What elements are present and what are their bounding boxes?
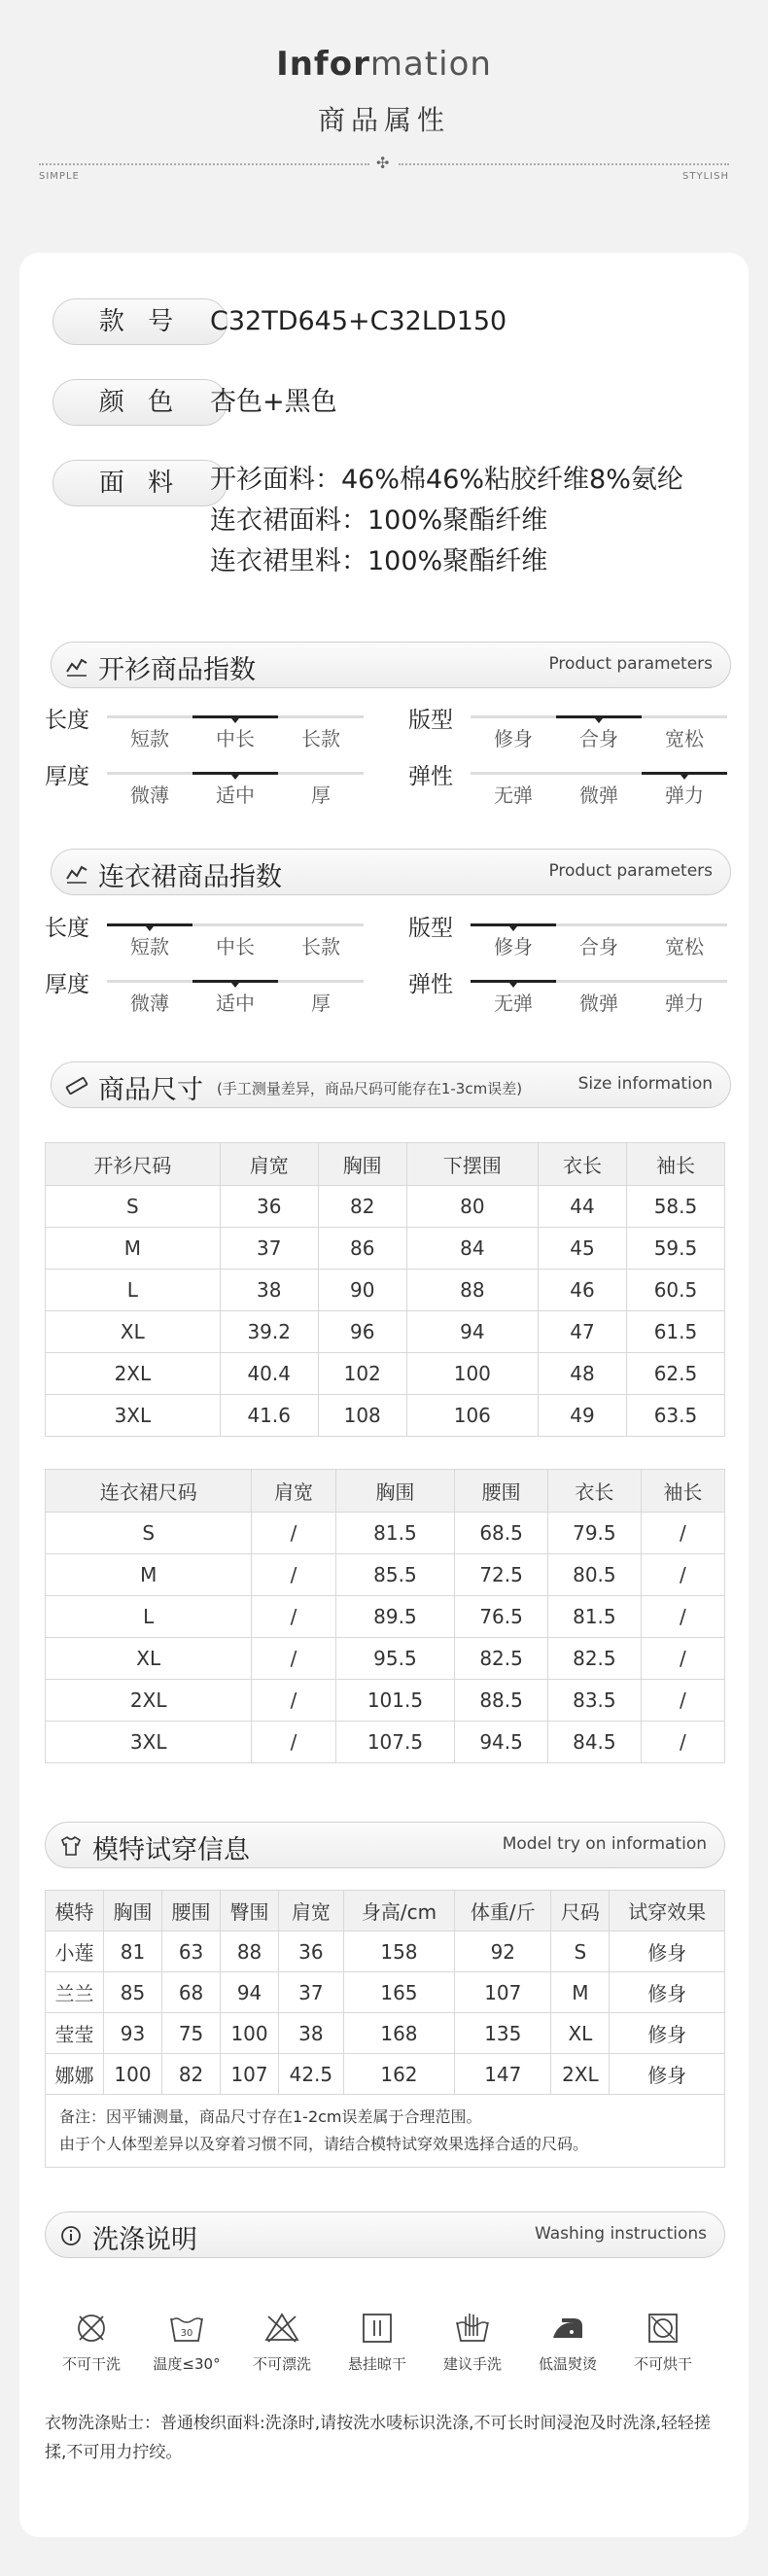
table-header-cell: 试穿效果 — [610, 1891, 725, 1932]
table-cell: 兰兰 — [46, 1972, 104, 2013]
table-cell: 79.5 — [547, 1513, 641, 1554]
table-cell: / — [252, 1722, 335, 1763]
color-value: 杏色+黑色 — [210, 387, 337, 417]
index-option: 长款 — [301, 935, 340, 958]
index-label: 长度 — [45, 708, 89, 733]
table-cell: 2XL — [46, 1680, 252, 1722]
table-row — [46, 1596, 725, 1638]
table-cell: M — [551, 1972, 610, 2013]
table-header-cell: 模特 — [46, 1891, 104, 1932]
wash-label: 不可漂洗 — [252, 2355, 311, 2373]
no-bleach-icon — [235, 2309, 329, 2374]
color-label: 颜 色 — [52, 379, 227, 426]
section-title: 模特试穿信息 — [92, 1835, 250, 1865]
fabric-label: 面 料 — [52, 460, 227, 506]
shirt-icon — [59, 1834, 83, 1858]
table-row — [46, 1395, 725, 1437]
index-selected-marker — [192, 772, 278, 775]
table-cell: 修身 — [610, 1972, 725, 2013]
index-option: 短款 — [130, 727, 169, 750]
table-cell: / — [641, 1513, 724, 1554]
table-header-cell: 腰围 — [455, 1470, 548, 1513]
table-row — [46, 1513, 725, 1554]
low-iron-icon — [521, 2309, 614, 2374]
table-cell: 45 — [539, 1228, 627, 1270]
table-cell: 修身 — [610, 2054, 725, 2095]
table-cell: 75 — [162, 2013, 221, 2054]
table-header-cell: 臀围 — [221, 1891, 279, 1932]
index-option: 微弹 — [579, 783, 618, 807]
table-cell: 94 — [221, 1972, 279, 2013]
dress-index-header — [51, 849, 731, 895]
table-cell: 107.5 — [335, 1722, 455, 1763]
table-header-cell: 连衣裙尺码 — [46, 1470, 252, 1513]
index-label: 厚度 — [45, 972, 89, 997]
table-cell: 93 — [104, 2013, 162, 2054]
dress-size-table — [45, 1469, 725, 1763]
table-header-row — [46, 1143, 725, 1186]
table-cell: 101.5 — [335, 1680, 455, 1722]
table-cell: 80.5 — [547, 1554, 641, 1596]
table-row — [46, 1186, 725, 1228]
index-selected-marker — [556, 715, 642, 718]
table-row — [46, 2013, 725, 2054]
table-cell: XL — [46, 1638, 252, 1680]
table-cell: / — [641, 1554, 724, 1596]
index-option: 合身 — [579, 727, 618, 750]
table-cell: 42.5 — [279, 2054, 344, 2095]
svg-text:30: 30 — [180, 2328, 193, 2339]
product-info-card — [19, 253, 749, 2537]
table-cell: 165 — [343, 1972, 455, 2013]
table-cell: 107 — [221, 2054, 279, 2095]
table-cell: 63.5 — [626, 1395, 724, 1437]
header-right-tag: STYLISH — [682, 171, 729, 182]
table-cell: 37 — [279, 1972, 344, 2013]
table-cell: / — [641, 1680, 724, 1722]
info-icon — [59, 2224, 83, 2247]
table-cell: 158 — [343, 1932, 455, 1972]
table-cell: 48 — [539, 1353, 627, 1395]
model-table — [45, 1890, 725, 2095]
table-cell: 135 — [455, 2013, 551, 2054]
table-cell: XL — [46, 1311, 221, 1353]
table-row — [46, 1722, 725, 1763]
header-divider-right — [399, 163, 729, 165]
table-cell: 68 — [162, 1972, 221, 2013]
wash-label: 不可干洗 — [61, 2355, 121, 2373]
table-header-row — [46, 1470, 725, 1513]
table-cell: 168 — [343, 2013, 455, 2054]
table-cell: S — [46, 1513, 252, 1554]
table-cell: 84 — [406, 1228, 538, 1270]
index-option: 宽松 — [665, 727, 704, 750]
header-left-tag: SIMPLE — [39, 171, 80, 182]
table-cell: 76.5 — [455, 1596, 548, 1638]
wash-label: 建议手洗 — [442, 2355, 502, 2373]
table-cell: 96 — [318, 1311, 406, 1353]
index-option: 微弹 — [579, 992, 618, 1015]
table-cell: 86 — [318, 1228, 406, 1270]
table-cell: 81.5 — [335, 1513, 455, 1554]
table-cell: 46 — [539, 1270, 627, 1311]
table-row — [46, 1353, 725, 1395]
table-cell: 162 — [343, 2054, 455, 2095]
table-header-row — [46, 1891, 725, 1932]
no-dry-clean-icon — [45, 2309, 138, 2374]
table-cell: 92 — [455, 1932, 551, 1972]
table-cell: 38 — [279, 2013, 344, 2054]
table-cell: / — [252, 1680, 335, 1722]
table-cell: / — [641, 1722, 724, 1763]
table-row — [46, 1311, 725, 1353]
table-cell: 94.5 — [455, 1722, 548, 1763]
fabric-value-line: 开衫面料：46%棉46%粘胶纤维8%氨纶 — [210, 465, 683, 495]
table-header-cell: 胸围 — [335, 1470, 455, 1513]
table-cell: 82 — [318, 1186, 406, 1228]
header-title-en: Information — [276, 45, 492, 84]
table-cell: 106 — [406, 1395, 538, 1437]
table-cell: 108 — [318, 1395, 406, 1437]
wash-label: 不可烘干 — [633, 2355, 692, 2373]
section-title: 洗涤说明 — [92, 2225, 197, 2255]
table-header-cell: 肩宽 — [252, 1470, 335, 1513]
index-label: 厚度 — [45, 764, 89, 789]
header-divider-left — [39, 163, 369, 165]
table-cell: 58.5 — [626, 1186, 724, 1228]
table-cell: 娜娜 — [46, 2054, 104, 2095]
table-cell: 37 — [220, 1228, 318, 1270]
table-header-cell: 袖长 — [626, 1143, 724, 1186]
index-option: 适中 — [216, 783, 255, 807]
divider-ornament-icon: ✣ — [376, 154, 390, 172]
hang-dry-icon — [331, 2309, 424, 2374]
section-subtitle-en: Model try on information — [502, 1834, 707, 1854]
index-option: 修身 — [494, 935, 533, 958]
table-header-cell: 下摆围 — [406, 1143, 538, 1186]
table-row — [46, 1554, 725, 1596]
table-cell: 81 — [104, 1932, 162, 1972]
table-cell: XL — [551, 2013, 610, 2054]
table-header-cell: 身高/cm — [343, 1891, 455, 1932]
style-number-value: C32TD645+C32LD150 — [210, 306, 507, 336]
table-cell: 3XL — [46, 1395, 221, 1437]
index-option: 修身 — [494, 727, 533, 750]
table-cell: 100 — [221, 2013, 279, 2054]
section-subtitle-en: Product parameters — [548, 654, 713, 674]
table-cell: 2XL — [46, 1353, 221, 1395]
index-option: 合身 — [579, 935, 618, 958]
table-cell: S — [46, 1186, 221, 1228]
index-option: 无弹 — [494, 992, 533, 1015]
table-cell: 小莲 — [46, 1932, 104, 1972]
table-cell: 94 — [406, 1311, 538, 1353]
table-cell: 68.5 — [455, 1513, 548, 1554]
table-cell: 72.5 — [455, 1554, 548, 1596]
table-cell: 85 — [104, 1972, 162, 2013]
table-header-cell: 体重/斤 — [455, 1891, 551, 1932]
table-cell: 81.5 — [547, 1596, 641, 1638]
table-header-cell: 衣长 — [539, 1143, 627, 1186]
table-cell: 60.5 — [626, 1270, 724, 1311]
index-option: 中长 — [216, 935, 255, 958]
index-option: 短款 — [130, 935, 169, 958]
section-subtitle-en: Product parameters — [548, 861, 713, 881]
trend-line-icon — [65, 654, 88, 678]
style-number-label: 款 号 — [52, 298, 227, 345]
table-cell: 84.5 — [547, 1722, 641, 1763]
index-option: 宽松 — [665, 935, 704, 958]
table-cell: 36 — [279, 1932, 344, 1972]
table-cell: / — [252, 1513, 335, 1554]
table-cell: 95.5 — [335, 1638, 455, 1680]
index-selected-marker — [107, 923, 192, 926]
table-row — [46, 1680, 725, 1722]
index-label: 版型 — [408, 916, 453, 941]
index-option: 弹力 — [665, 783, 704, 807]
table-cell: 82.5 — [547, 1638, 641, 1680]
table-row — [46, 2054, 725, 2095]
table-cell: 38 — [220, 1270, 318, 1311]
table-cell: 44 — [539, 1186, 627, 1228]
table-cell: L — [46, 1270, 221, 1311]
wash-30-icon — [140, 2309, 233, 2374]
table-cell: 莹莹 — [46, 2013, 104, 2054]
index-label: 长度 — [45, 916, 89, 941]
table-cell: 89.5 — [335, 1596, 455, 1638]
table-row — [46, 1228, 725, 1270]
table-cell: 59.5 — [626, 1228, 724, 1270]
size-info-header — [51, 1062, 731, 1108]
table-cell: S — [551, 1932, 610, 1972]
index-option: 微薄 — [130, 992, 169, 1015]
table-row — [46, 1972, 725, 2013]
table-cell: 2XL — [551, 2054, 610, 2095]
table-cell: 49 — [539, 1395, 627, 1437]
table-cell: 63 — [162, 1932, 221, 1972]
table-cell: / — [252, 1596, 335, 1638]
ruler-icon — [65, 1074, 88, 1097]
table-cell: M — [46, 1554, 252, 1596]
model-note — [45, 2094, 725, 2168]
table-header-cell: 肩宽 — [279, 1891, 344, 1932]
table-cell: 修身 — [610, 1932, 725, 1972]
table-header-cell: 肩宽 — [220, 1143, 318, 1186]
table-cell: 102 — [318, 1353, 406, 1395]
section-subtitle-en: Size information — [577, 1074, 713, 1094]
table-cell: 88.5 — [455, 1680, 548, 1722]
table-header-cell: 尺码 — [551, 1891, 610, 1932]
note-line: 由于个人体型差异以及穿着习惯不同，请结合模特试穿效果选择合适的尺码。 — [59, 2135, 589, 2153]
index-selected-marker — [192, 980, 278, 983]
table-cell: 85.5 — [335, 1554, 455, 1596]
index-label: 弹性 — [408, 972, 453, 997]
section-title: 连衣裙商品指数 — [98, 862, 282, 892]
index-selected-marker — [192, 715, 278, 718]
table-cell: 40.4 — [220, 1353, 318, 1395]
table-header-cell: 胸围 — [104, 1891, 162, 1932]
table-cell: 80 — [406, 1186, 538, 1228]
note-line: 备注：因平铺测量，商品尺寸存在1-2cm误差属于合理范围。 — [59, 2107, 482, 2126]
table-cell: 47 — [539, 1311, 627, 1353]
section-title: 开衫商品指数 — [98, 655, 256, 685]
table-cell: 61.5 — [626, 1311, 724, 1353]
section-note: (手工测量差异，商品尺码可能存在1-3cm误差) — [217, 1080, 523, 1097]
table-cell: / — [252, 1638, 335, 1680]
section-subtitle-en: Washing instructions — [534, 2224, 707, 2244]
fabric-value-line: 连衣裙里料：100%聚酯纤维 — [210, 546, 548, 576]
model-info-header — [45, 1822, 725, 1868]
table-header-cell: 袖长 — [641, 1470, 724, 1513]
table-cell: 88 — [406, 1270, 538, 1311]
index-selected-marker — [642, 772, 727, 775]
wash-label: 低温熨烫 — [538, 2355, 597, 2373]
table-cell: 90 — [318, 1270, 406, 1311]
index-option: 微薄 — [130, 783, 169, 807]
page-header — [0, 0, 768, 253]
table-cell: L — [46, 1596, 252, 1638]
table-cell: 62.5 — [626, 1353, 724, 1395]
table-cell: 修身 — [610, 2013, 725, 2054]
table-cell: / — [641, 1596, 724, 1638]
header-title-cn: 商品属性 — [317, 104, 450, 136]
table-cell: 39.2 — [220, 1311, 318, 1353]
table-header-cell: 衣长 — [547, 1470, 641, 1513]
cardigan-size-table — [45, 1142, 725, 1437]
section-title: 商品尺寸 — [98, 1075, 203, 1105]
table-cell: 100 — [104, 2054, 162, 2095]
index-option: 厚 — [311, 783, 331, 807]
index-option: 适中 — [216, 992, 255, 1015]
index-option: 长款 — [301, 727, 340, 750]
table-row — [46, 1270, 725, 1311]
table-cell: / — [252, 1554, 335, 1596]
wash-label: 悬挂晾干 — [347, 2355, 406, 2373]
table-cell: 3XL — [46, 1722, 252, 1763]
table-header-cell: 开衫尺码 — [46, 1143, 221, 1186]
table-cell: 82 — [162, 2054, 221, 2095]
washing-header — [45, 2211, 725, 2258]
table-cell: 100 — [406, 1353, 538, 1395]
table-cell: M — [46, 1228, 221, 1270]
table-cell: 147 — [455, 2054, 551, 2095]
table-cell: 88 — [221, 1932, 279, 1972]
washing-tip: 衣物洗涤贴士：普通梭织面料:洗涤时,请按洗水唛标识洗涤,不可长时间浸泡及时洗涤,轻轻搓揉,不可用力拧绞。 — [45, 2414, 711, 2462]
index-option: 厚 — [311, 992, 331, 1015]
table-cell: 41.6 — [220, 1395, 318, 1437]
no-tumble-dry-icon — [616, 2309, 710, 2374]
index-selected-marker — [471, 980, 556, 983]
fabric-value-line: 连衣裙面料：100%聚酯纤维 — [210, 505, 548, 536]
index-label: 版型 — [408, 708, 453, 733]
table-row — [46, 1638, 725, 1680]
wash-label: 温度≤30° — [153, 2355, 221, 2373]
index-option: 中长 — [216, 727, 255, 750]
table-row — [46, 1932, 725, 1972]
hand-wash-icon — [426, 2309, 519, 2374]
table-header-cell: 胸围 — [318, 1143, 406, 1186]
cardigan-index-header — [51, 642, 731, 688]
trend-line-icon — [65, 861, 88, 885]
index-selected-marker — [471, 923, 556, 926]
table-cell: 83.5 — [547, 1680, 641, 1722]
table-cell: 82.5 — [455, 1638, 548, 1680]
index-option: 无弹 — [494, 783, 533, 807]
index-label: 弹性 — [408, 764, 453, 789]
table-header-cell: 腰围 — [162, 1891, 221, 1932]
table-cell: 107 — [455, 1972, 551, 2013]
index-option: 弹力 — [665, 992, 704, 1015]
table-cell: / — [641, 1638, 724, 1680]
table-cell: 36 — [220, 1186, 318, 1228]
